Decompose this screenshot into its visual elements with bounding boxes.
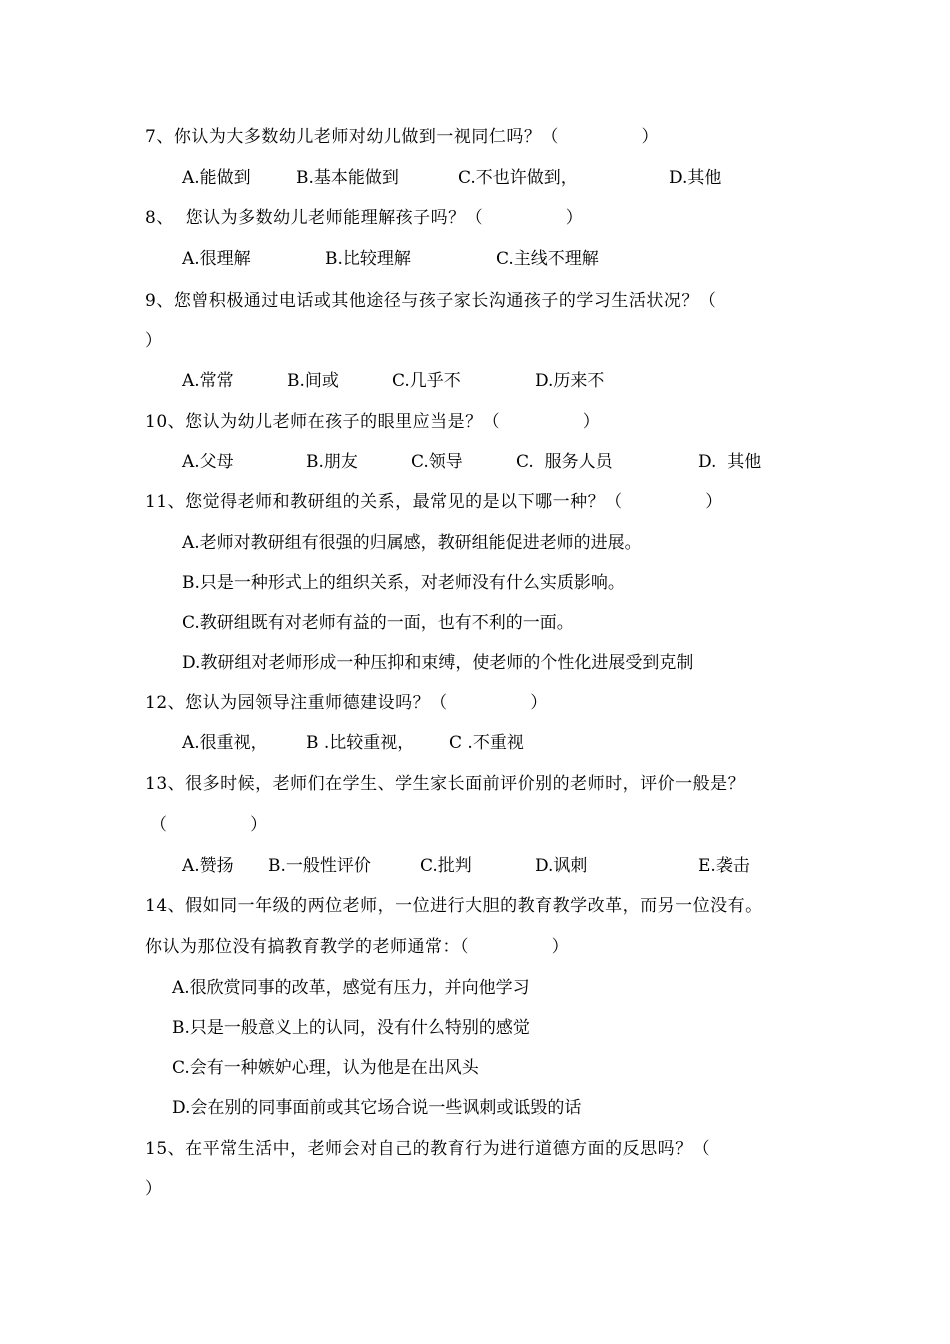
question-12: 12、您认为园领导注重师德建设吗？（ ）: [145, 693, 548, 713]
q8-option-a: A.很理解: [182, 249, 251, 269]
q13-option-e: E.袭击: [698, 856, 750, 876]
q10-option-b: B.朋友: [306, 452, 358, 472]
question-9: 9、您曾积极通过电话或其他途径与孩子家长沟通孩子的学习生活状况？（: [145, 291, 717, 311]
question-13-cont: （ ）: [150, 815, 268, 835]
question-15: 15、在平常生活中，老师会对自己的教育行为进行道德方面的反思吗？（: [145, 1139, 711, 1159]
q7-option-d: D.其他: [669, 168, 722, 188]
q12-option-b: B .比较重视，: [306, 733, 415, 753]
q9-option-b: B.间或: [287, 371, 339, 391]
q11-option-a: A.老师对教研组有很强的归属感，教研组能促进老师的进展。: [182, 533, 642, 553]
q8-option-b: B.比较理解: [325, 249, 411, 269]
q14-option-b: B.只是一般意义上的认同，没有什么特别的感觉: [172, 1018, 530, 1038]
q7-option-b: B.基本能做到: [296, 168, 399, 188]
q10-option-d: D. 其他: [698, 452, 762, 472]
question-14: 14、假如同一年级的两位老师，一位进行大胆的教育教学改革，而另一位没有。: [145, 896, 763, 916]
q7-option-c: C.不也许做到，: [458, 168, 578, 188]
question-8: 8、 您认为多数幼儿老师能理解孩子吗？（ ）: [145, 208, 584, 228]
question-14-cont: 你认为那位没有搞教育教学的老师通常：（ ）: [145, 937, 570, 957]
question-13: 13、很多时候，老师们在学生、学生家长面前评价别的老师时，评价一般是？: [145, 774, 746, 794]
q13-option-b: B.一般性评价: [268, 856, 371, 876]
q12-option-a: A.很重视，: [182, 733, 268, 753]
q9-option-d: D.历来不: [535, 371, 605, 391]
q11-option-c: C.教研组既有对老师有益的一面，也有不利的一面。: [182, 613, 574, 633]
q13-option-c: C.批判: [420, 856, 472, 876]
q11-option-b: B.只是一种形式上的组织关系，对老师没有什么实质影响。: [182, 573, 625, 593]
q12-option-c: C .不重视: [449, 733, 524, 753]
question-15-cont: ）: [145, 1179, 163, 1199]
q10-option-a: A.父母: [182, 452, 234, 472]
question-10: 10、您认为幼儿老师在孩子的眼里应当是？（ ）: [145, 412, 601, 432]
q9-option-c: C.几乎不: [392, 371, 461, 391]
q10-option-c: C.领导: [411, 452, 463, 472]
q8-option-c: C.主线不理解: [496, 249, 599, 269]
q7-option-a: A.能做到: [182, 168, 251, 188]
q10-option-c2: C. 服务人员: [516, 452, 613, 472]
q13-option-d: D.讽刺: [535, 856, 588, 876]
q9-option-a: A.常常: [182, 371, 234, 391]
question-7: 7、你认为大多数幼儿老师对幼儿做到一视同仁吗？（ ）: [145, 127, 659, 147]
q14-option-a: A.很欣赏同事的改革，感觉有压力，并向他学习: [172, 978, 530, 998]
q14-option-c: C.会有一种嫉妒心理，认为他是在出风头: [172, 1058, 479, 1078]
q11-option-d: D.教研组对老师形成一种压抑和束缚，使老师的个性化进展受到克制: [182, 653, 694, 673]
question-9-cont: ）: [145, 331, 163, 351]
question-11: 11、您觉得老师和教研组的关系，最常见的是以下哪一种？（ ）: [145, 492, 723, 512]
q13-option-a: A.赞扬: [182, 856, 234, 876]
q14-option-d: D.会在别的同事面前或其它场合说一些讽刺或诋毁的话: [172, 1098, 582, 1118]
